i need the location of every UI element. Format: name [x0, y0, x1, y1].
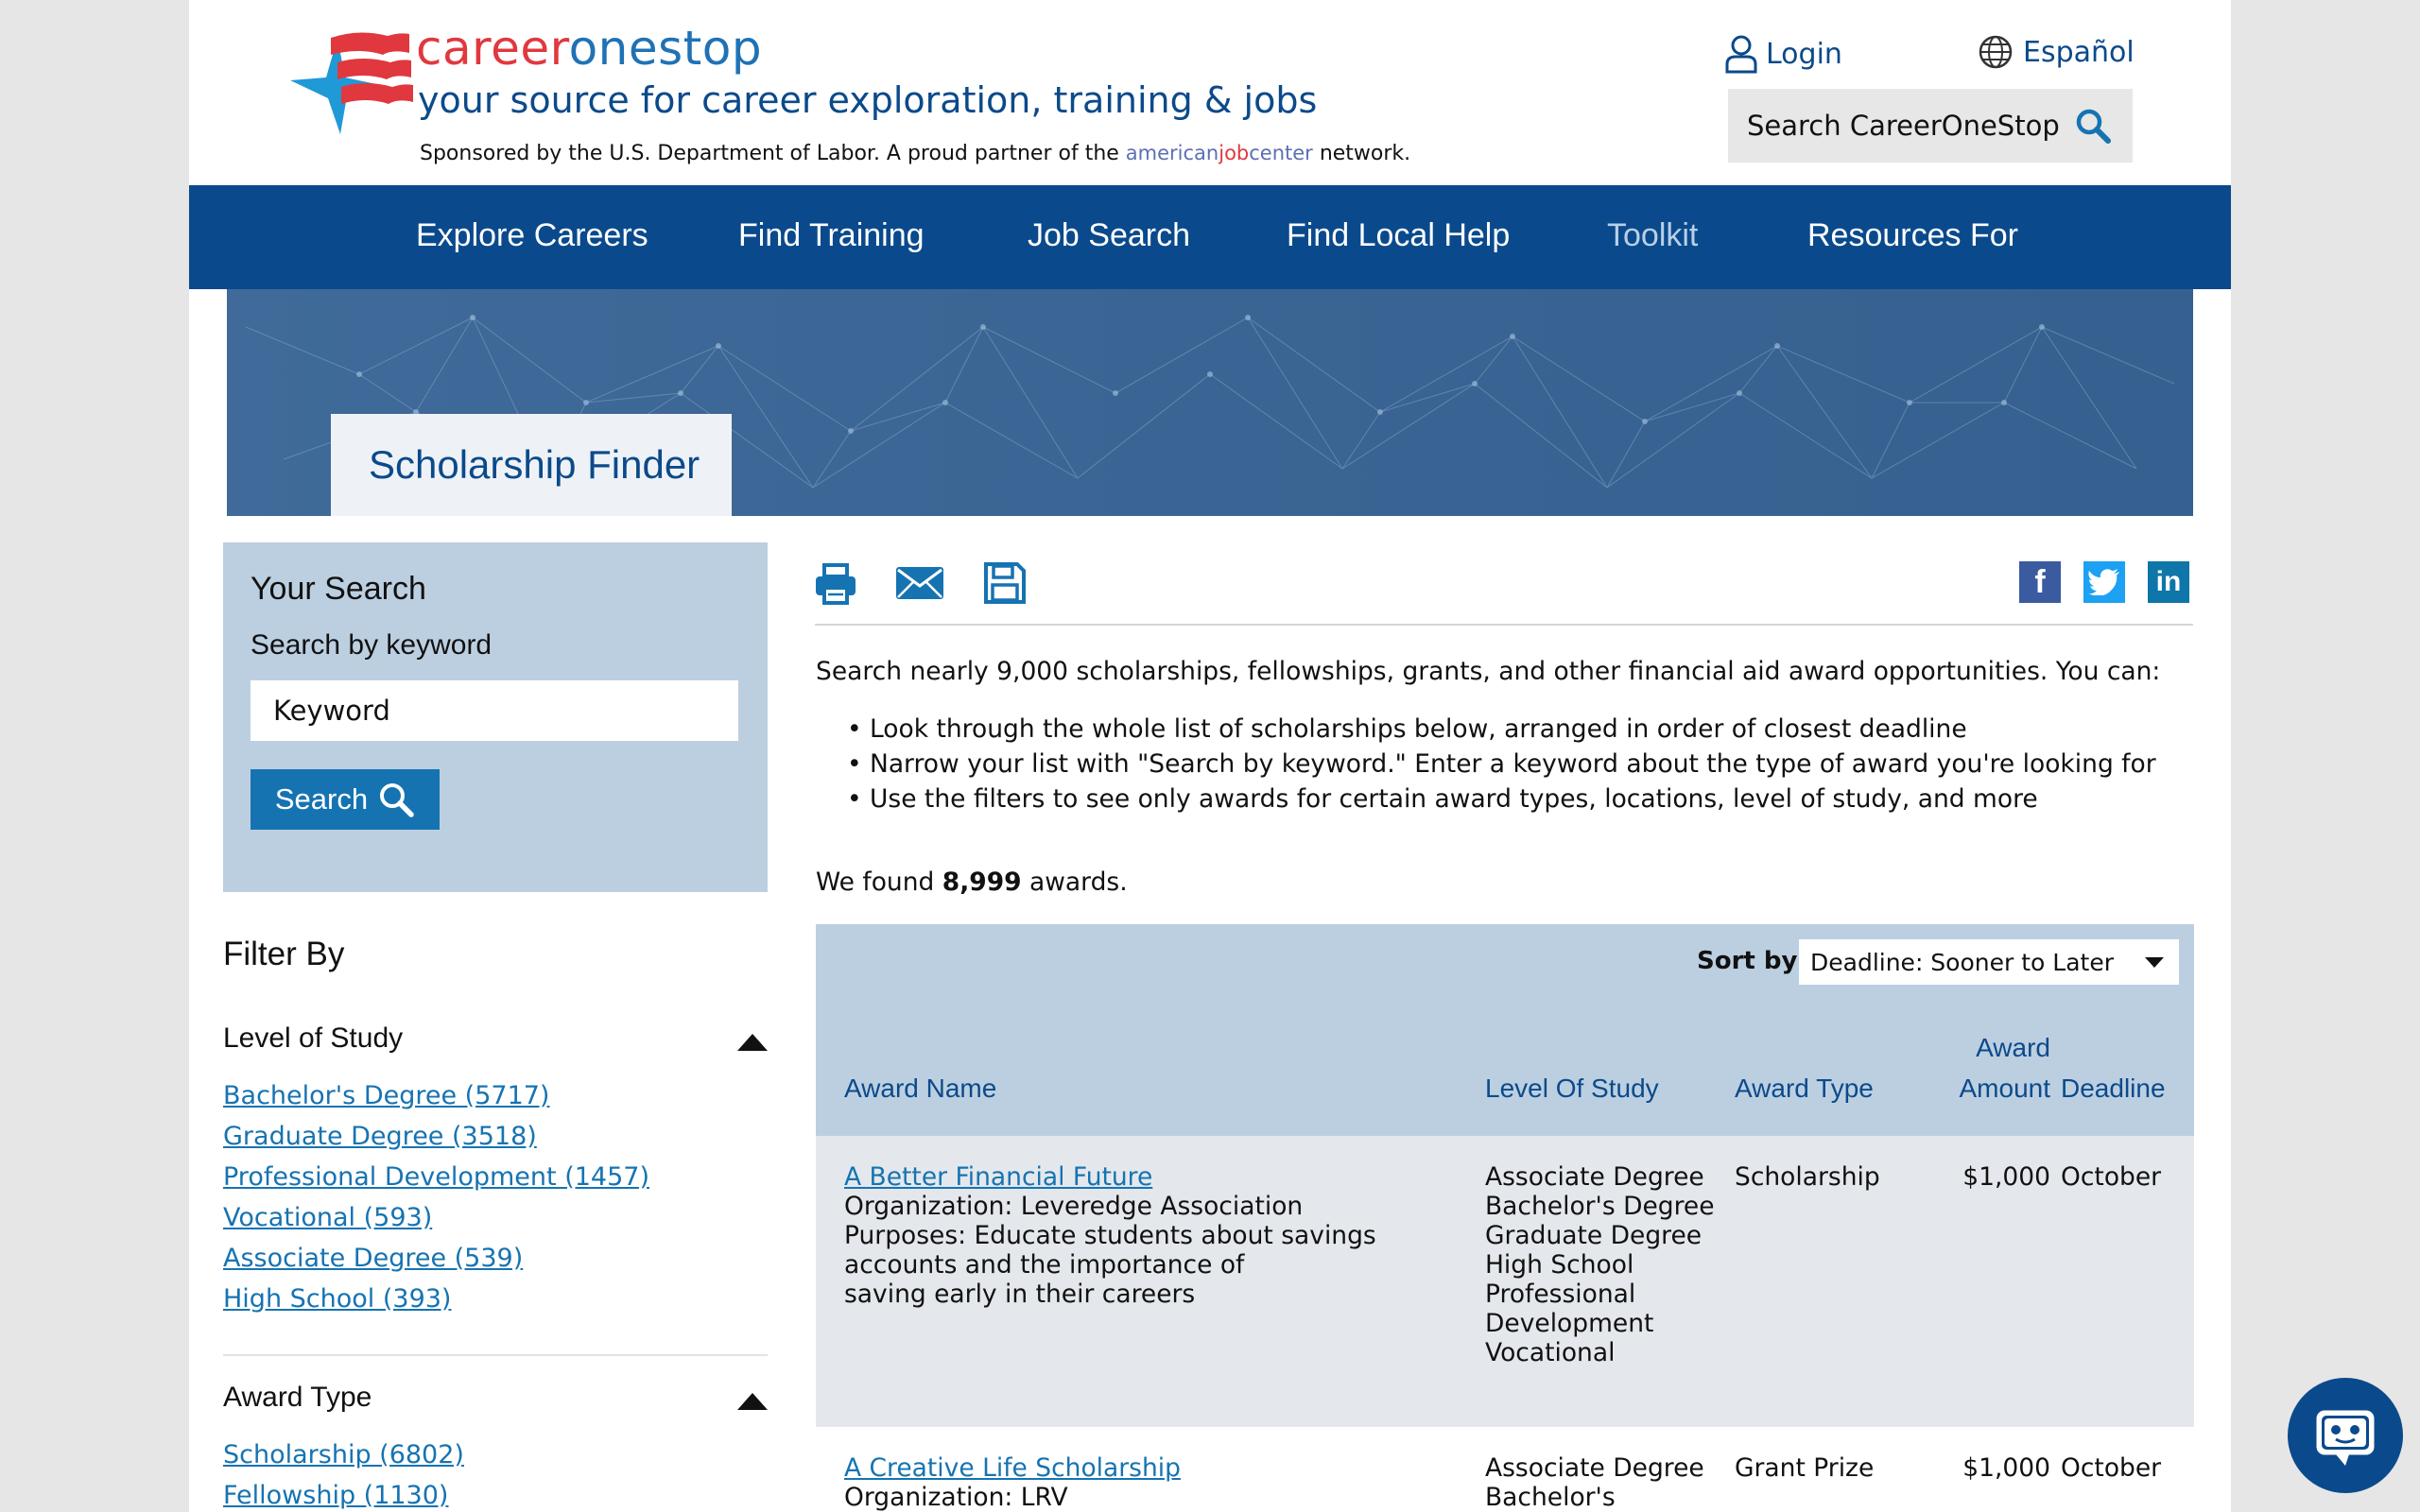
level-of-study-cell: Associate Degree Bachelor's [1485, 1453, 1704, 1512]
sort-value: Deadline: Sooner to Later [1810, 948, 2114, 976]
award-name-cell [844, 1453, 1449, 1512]
language-link[interactable] [1978, 34, 2135, 70]
sponsor-prefix: Sponsored by the U.S. Department of Labor. A proud partner of the [420, 142, 1126, 165]
filter-link[interactable]: Associate Degree (539) [223, 1244, 524, 1273]
award-link[interactable]: A Better Financial Future [844, 1162, 1153, 1192]
tools-divider [815, 624, 2193, 626]
ajc-job: job [1219, 142, 1250, 164]
language-label: Español [2023, 35, 2135, 69]
results-table-header [816, 924, 2194, 1136]
page-banner [227, 289, 2193, 516]
brand-name[interactable] [416, 21, 762, 76]
sort-label: Sort by [1697, 947, 1798, 975]
your-search-panel [223, 542, 768, 892]
chevron-down-icon [2145, 957, 2164, 968]
table-row [816, 1136, 2194, 1427]
filter-link[interactable]: Fellowship (1130) [223, 1481, 449, 1510]
keyword-placeholder: Keyword [273, 695, 390, 727]
nav-resources-for[interactable]: Resources For [1807, 217, 2018, 253]
chatbot-button[interactable] [2288, 1378, 2403, 1493]
award-purposes: Purposes: Educate students about savings accounts and the importance of saving early in their careers [844, 1221, 1376, 1309]
search-icon [377, 781, 415, 818]
filter-level-of-study-toggle[interactable] [223, 1022, 768, 1055]
collapse-arrow-icon [737, 1393, 768, 1410]
filter-award-type-toggle[interactable] [223, 1382, 768, 1414]
award-link[interactable]: A Creative Life Scholarship [844, 1453, 1181, 1483]
filter-link[interactable]: Vocational (593) [223, 1203, 433, 1232]
award-amount-cell: $1,000 [1962, 1162, 2050, 1192]
list-item: • Narrow your list with "Search by keyword." Enter a keyword about the type of award you're looking for [870, 749, 2156, 784]
print-icon[interactable] [813, 561, 858, 607]
award-name-cell [844, 1162, 1449, 1309]
twitter-bird-icon [2088, 569, 2120, 595]
column-header-award-name[interactable]: Award Name [844, 1074, 997, 1103]
login-label: Login [1766, 37, 1842, 71]
collapse-arrow-icon [737, 1034, 768, 1051]
column-header-award-amount-line1[interactable]: Award [1976, 1033, 2050, 1062]
globe-icon [1978, 34, 2014, 70]
site-search-input[interactable] [1728, 89, 2133, 163]
column-header-level-of-study[interactable]: Level Of Study [1485, 1074, 1659, 1103]
email-icon[interactable] [894, 565, 945, 601]
sponsor-text [420, 142, 1410, 165]
user-icon [1724, 34, 1758, 74]
main-nav [189, 185, 2231, 289]
filter-link[interactable]: Scholarship (6802) [223, 1440, 464, 1469]
linkedin-icon[interactable]: in [2148, 561, 2189, 603]
filter-divider [223, 1354, 768, 1356]
intro-bullets [870, 714, 2156, 819]
twitter-icon[interactable] [2083, 561, 2125, 603]
nav-find-training[interactable]: Find Training [738, 217, 925, 253]
column-header-deadline[interactable]: Deadline [2061, 1074, 2166, 1103]
table-row [816, 1427, 2194, 1512]
nav-find-local-help[interactable]: Find Local Help [1287, 217, 1511, 253]
filter-group-title: Level of Study [223, 1022, 404, 1054]
american-job-center-logo[interactable] [1126, 142, 1313, 164]
filter-by-title: Filter By [223, 936, 345, 972]
found-count: 8,999 [942, 868, 1022, 897]
ajc-american: american [1125, 142, 1219, 164]
nav-explore-careers[interactable]: Explore Careers [416, 217, 648, 253]
ajc-center: center [1249, 142, 1313, 164]
found-prefix: We found [816, 868, 942, 897]
deadline-cell: October [2061, 1162, 2162, 1192]
filter-group-title: Award Type [223, 1382, 372, 1413]
award-organization: Organization: Leveredge Association [844, 1192, 1304, 1221]
filter-link[interactable]: High School (393) [223, 1284, 452, 1314]
site-search-placeholder: Search CareerOneStop [1747, 110, 2060, 142]
award-type-cell: Scholarship [1735, 1162, 1880, 1192]
column-header-award-amount-line2[interactable]: Amount [1959, 1074, 2050, 1103]
list-item: • Look through the whole list of scholarships below, arranged in order of closest deadline [870, 714, 2156, 749]
nav-toolkit[interactable]: Toolkit [1607, 217, 1699, 253]
page-title: Scholarship Finder [331, 414, 732, 516]
filter-link[interactable]: Graduate Degree (3518) [223, 1122, 537, 1151]
careeronestop-logo-icon[interactable] [288, 28, 416, 137]
list-item: • Use the filters to see only awards for certain award types, locations, level of study, and more [870, 784, 2156, 819]
facebook-icon[interactable]: f [2019, 561, 2061, 603]
sort-select[interactable] [1799, 939, 2179, 985]
search-icon[interactable] [2074, 107, 2112, 145]
intro-text: Search nearly 9,000 scholarships, fellowships, grants, and other financial aid award opportunities. You can: [816, 657, 2161, 686]
award-type-cell: Grant Prize [1735, 1453, 1875, 1483]
page [189, 0, 2231, 1512]
tagline: your source for career exploration, training & jobs [418, 79, 1318, 121]
sponsor-suffix: network. [1312, 142, 1411, 165]
deadline-cell: October [2061, 1453, 2162, 1483]
your-search-title: Your Search [251, 571, 426, 607]
keyword-input[interactable] [251, 680, 738, 741]
search-button-label: Search [274, 782, 369, 816]
found-suffix: awards. [1021, 868, 1128, 897]
keyword-search-button[interactable] [251, 769, 440, 830]
keyword-label: Search by keyword [251, 629, 493, 661]
level-of-study-cell: Associate Degree Bachelor's Degree Graduate Degree High School Professional Development Vocational [1485, 1162, 1715, 1367]
filter-link[interactable]: Professional Development (1457) [223, 1162, 649, 1192]
column-header-award-type[interactable]: Award Type [1735, 1074, 1874, 1103]
save-icon[interactable] [983, 561, 1027, 605]
results-count [816, 868, 1128, 897]
login-link[interactable] [1724, 34, 1842, 74]
brand-part-onestop: onestop [568, 21, 763, 76]
nav-job-search[interactable]: Job Search [1028, 217, 1190, 253]
award-organization: Organization: LRV [844, 1483, 1068, 1512]
filter-link[interactable]: Bachelor's Degree (5717) [223, 1081, 550, 1110]
brand-part-career: career [416, 21, 569, 76]
chatbot-icon [2308, 1398, 2383, 1473]
award-amount-cell: $1,000 [1962, 1453, 2050, 1483]
